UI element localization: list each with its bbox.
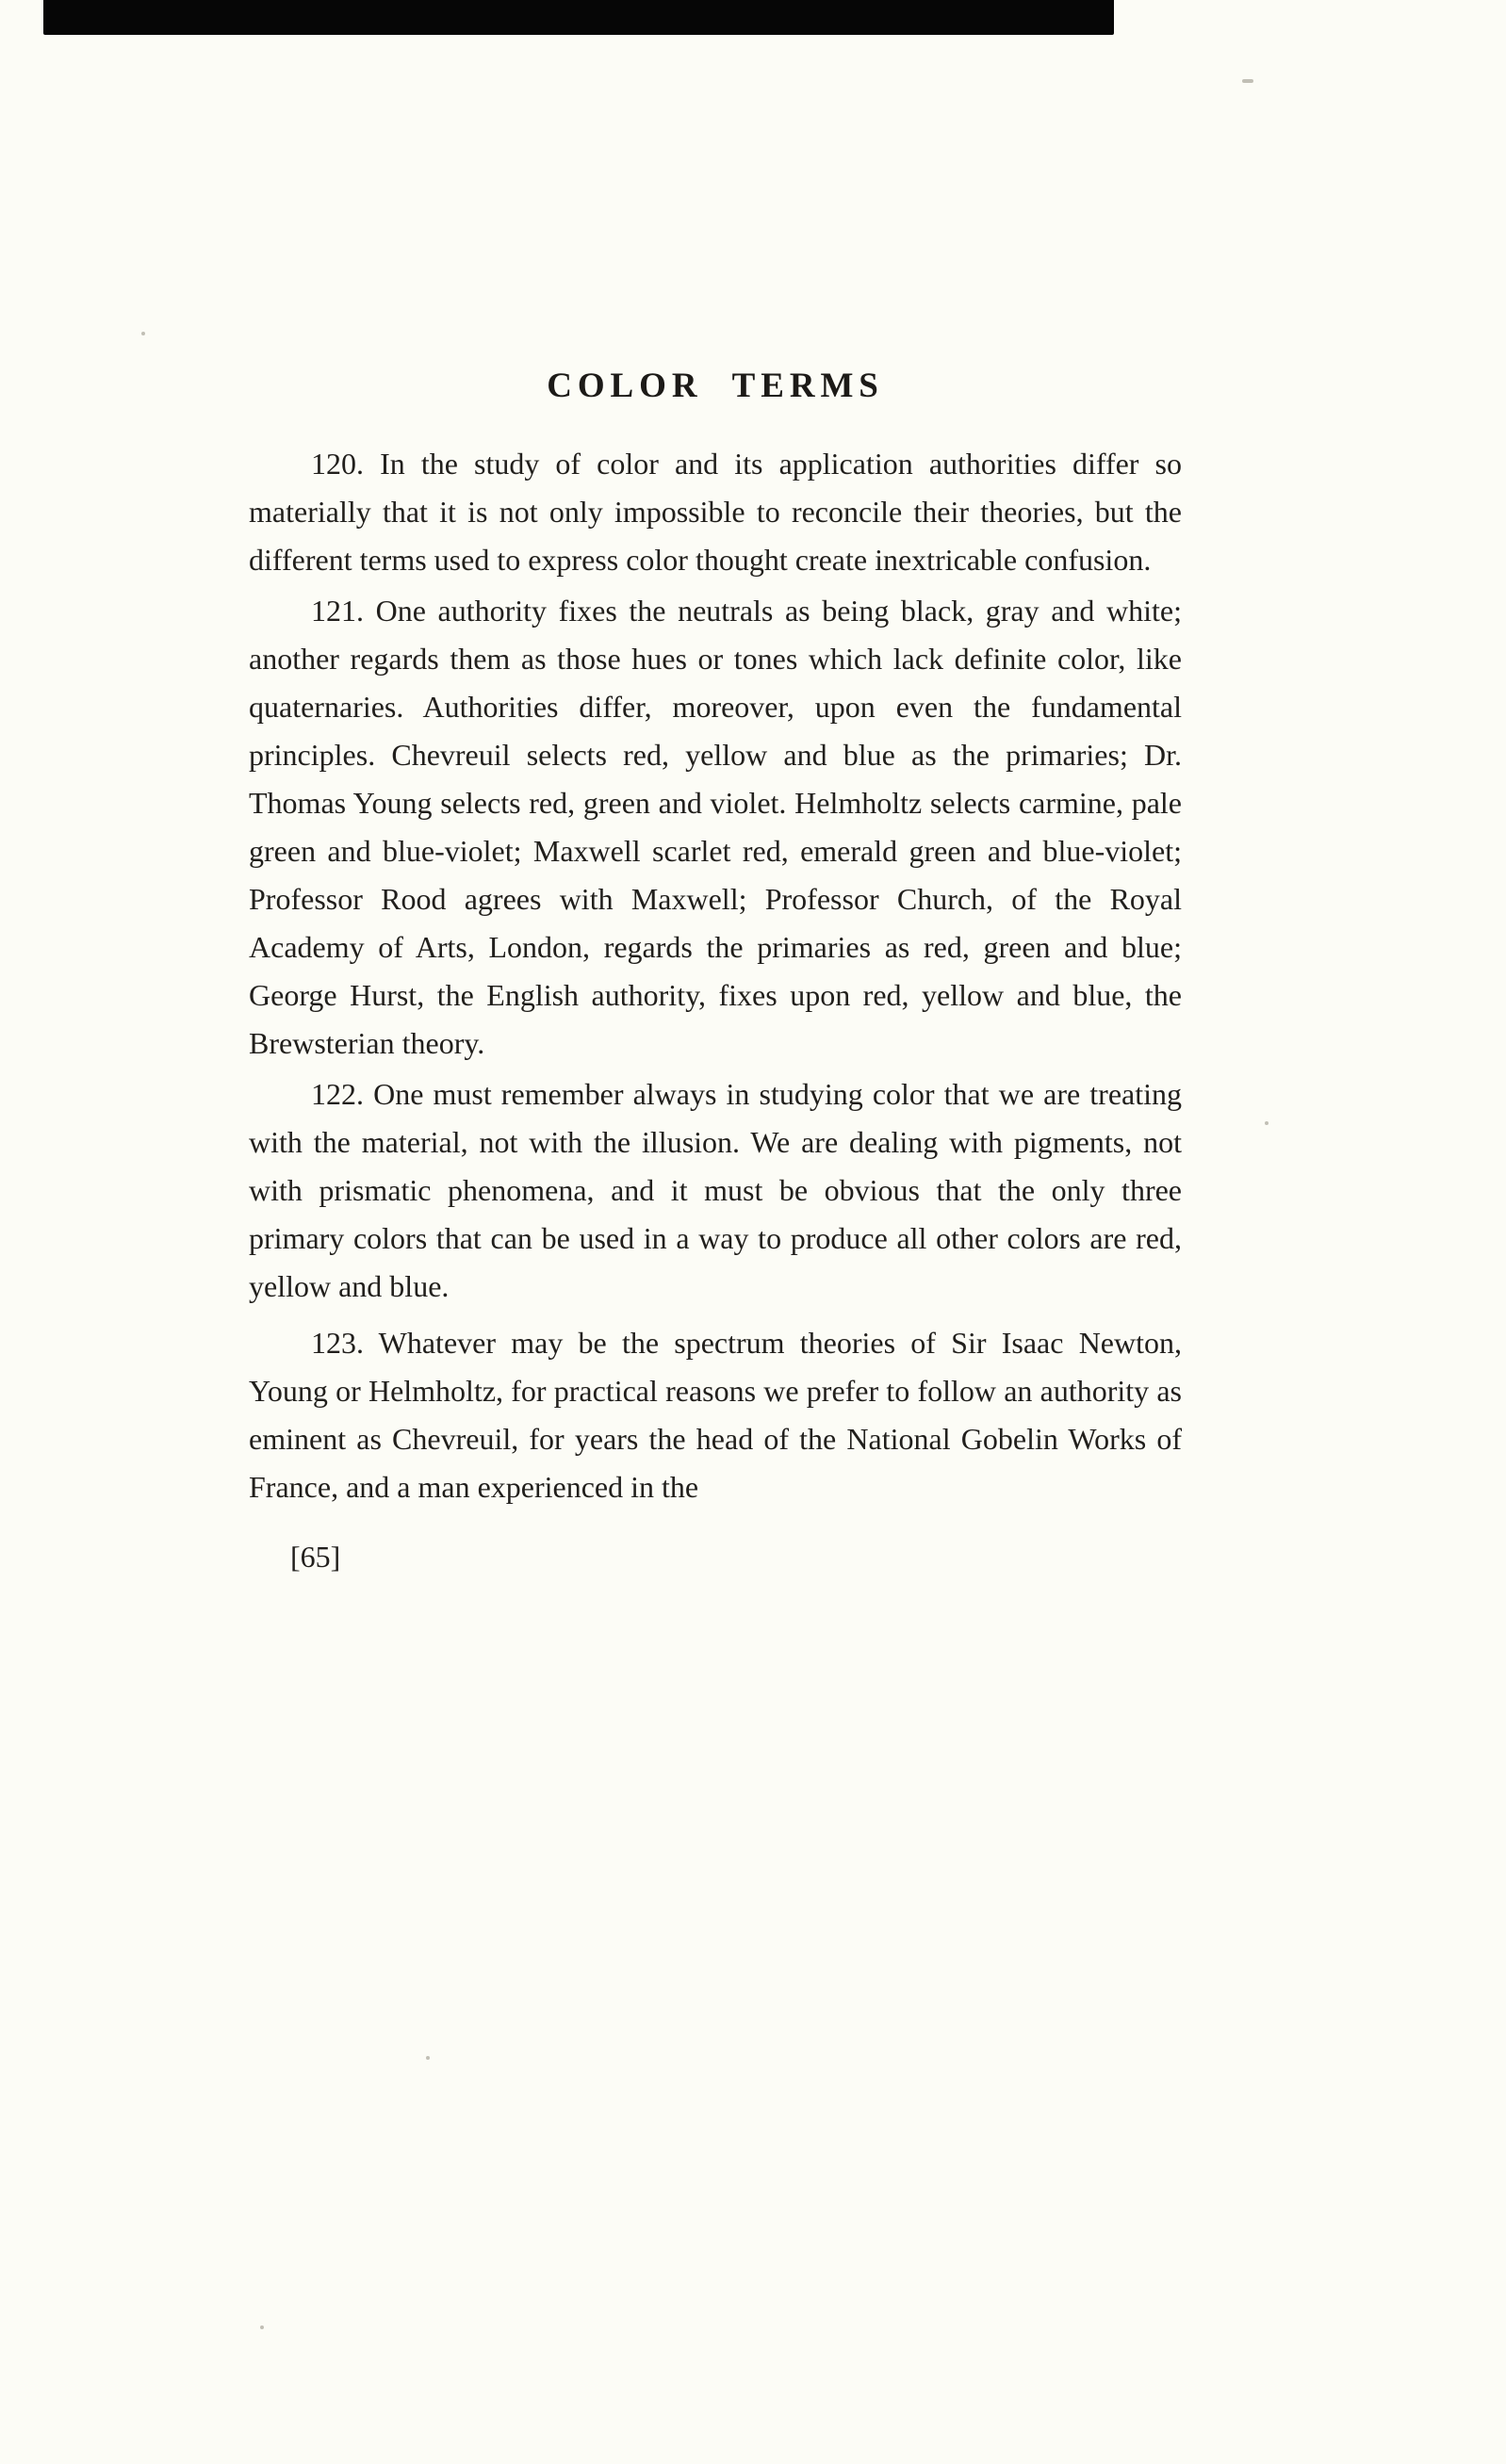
paragraph-122: 122. One must remember always in studying color that we are treating with the material, not with the illusion. We are dealing with pigments, not with prismatic phenomena, and it must be obvious that the only three primary colors that can be used in a way to produce all other colors are red, yellow and blue.: [249, 1077, 1182, 1303]
page-content: [249, 366, 1182, 1575]
scan-speck: [141, 332, 145, 335]
page-title: COLOR TERMS: [547, 367, 884, 405]
paragraph-121: 121. One authority fixes the neutrals as being black, gray and white; another regards them as those hues or tones which lack definite color, like quaternaries. Authorities differ, moreover, upon even the fundamental principles. Chevreuil selects red, yellow and blue as the primaries; Dr. Thomas Young selects red, green and violet. Helmholtz selects carmine, pale green and blue-violet; Maxwell scarlet red, emerald green and blue-violet; Professor Rood agrees with Maxwell; Professor Church, of the Royal Academy of Arts, London, regards the primaries as red, green and blue; George Hurst, the English authority, fixes upon red, yellow and blue, the Brewsterian theory.: [249, 594, 1182, 1060]
scan-artifact-bar: [43, 0, 1114, 35]
scan-speck: [426, 2056, 430, 2060]
scan-speck: [1242, 79, 1253, 83]
paragraph-120: 120. In the study of color and its application authorities differ so materially that it is not only impossible to reconcile their theories, but the different terms used to express color thought create inextricable confusion.: [249, 447, 1182, 577]
scan-speck: [1265, 1121, 1269, 1125]
page-number: [65]: [290, 1540, 341, 1574]
paragraph-123: 123. Whatever may be the spectrum theories of Sir Isaac Newton, Young or Helmholtz, for practical reasons we prefer to follow an authority as eminent as Chevreuil, for years the head of the National Gobelin Works of France, and a man experienced in the: [249, 1326, 1182, 1504]
scan-speck: [260, 2325, 264, 2329]
